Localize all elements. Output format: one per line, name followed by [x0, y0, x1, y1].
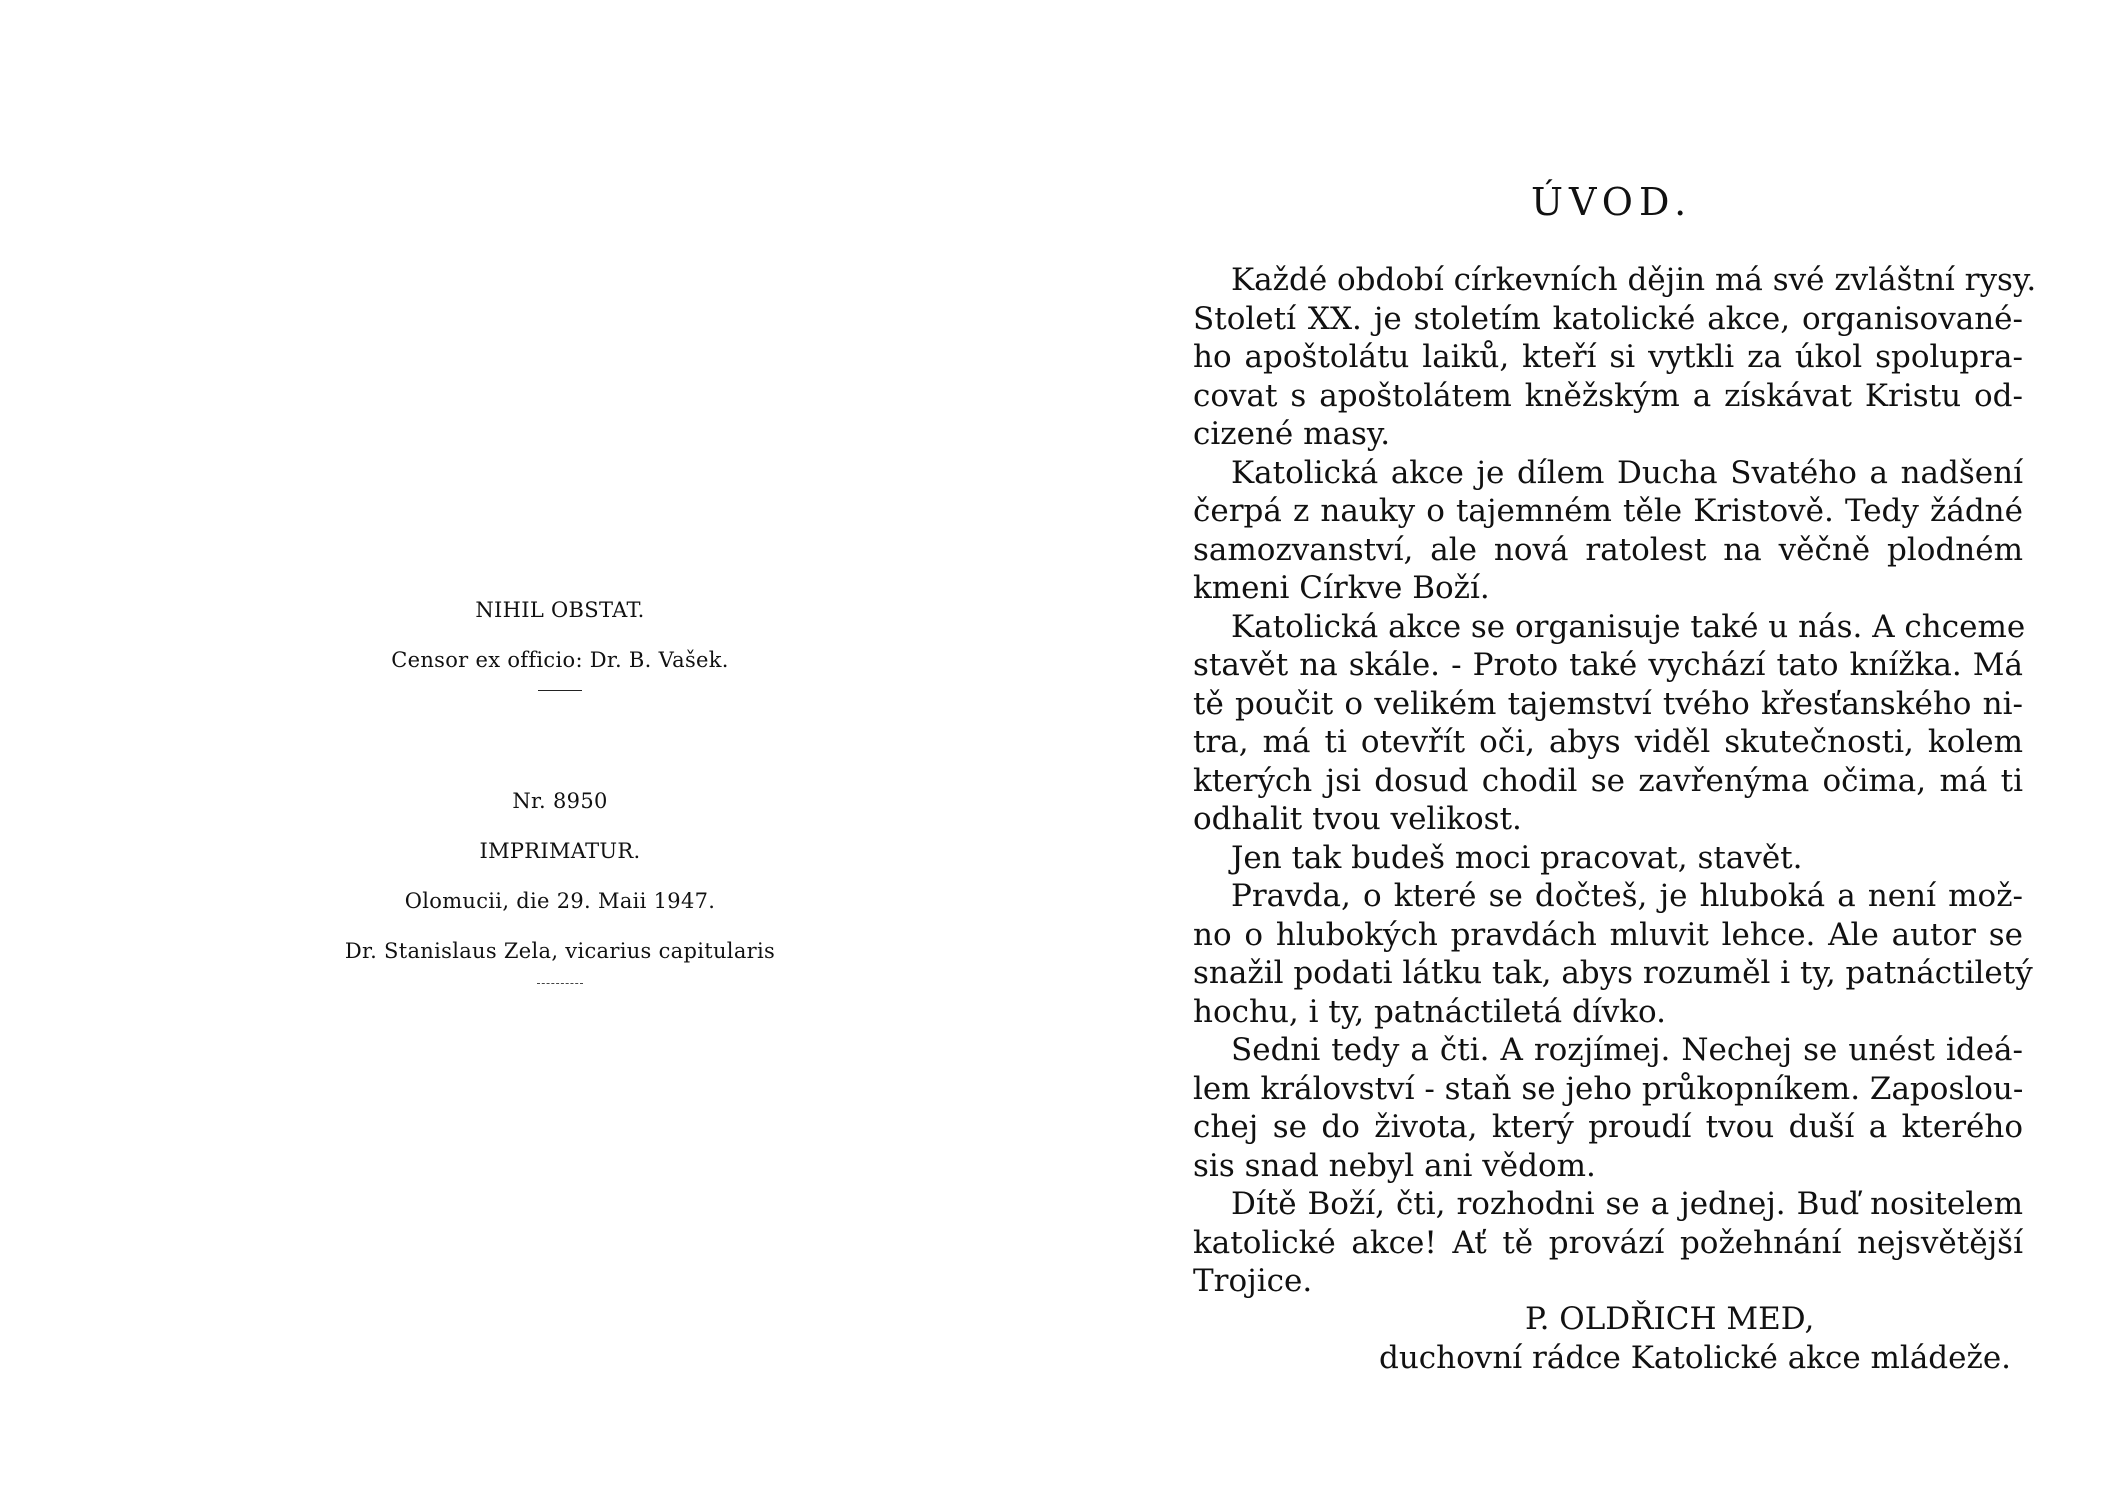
author-name: P. OLDŘICH MED,: [1525, 1301, 1815, 1337]
text-line: čerpá z nauky o tajemném těle Kristově. Tedy žádné: [1193, 493, 2023, 529]
nihil-obstat: NIHIL OBSTAT.: [475, 598, 645, 622]
text-line: kmeni Církve Boží.: [1193, 570, 1490, 606]
text-line: Pravda, o které se dočteš, je hluboká a není mož-: [1231, 878, 2023, 914]
text-line: sis snad nebyl ani vědom.: [1193, 1147, 1596, 1184]
author-role: duchovní rádce Katolické akce mládeže.: [1379, 1340, 2012, 1376]
ecclesiastical-approval: [300, 598, 820, 984]
page-title: ÚVOD.: [1531, 180, 1693, 224]
text-line: ho apoštolátu laiků, kteří si vytkli za úkol spolupra-: [1193, 339, 2023, 375]
text-line: katolické akce! Ať tě provází požehnání nejsvětější: [1193, 1224, 2023, 1261]
text-line: Století XX. je stoletím katolické akce, organisované-: [1193, 300, 2023, 337]
text-line: stavět na skále. - Proto také vychází tato knížka. Má: [1193, 647, 2023, 683]
imprimatur: IMPRIMATUR.: [479, 839, 641, 863]
text-line: Trojice.: [1193, 1263, 1313, 1299]
text-line: tra, má ti otevřít oči, abys viděl skutečnosti, kolem: [1193, 724, 2023, 760]
text-line: covat s apoštolátem kněžským a získávat Kristu od-: [1193, 377, 2023, 414]
signatory: Dr. Stanislaus Zela, vicarius capitularis: [344, 939, 776, 963]
text-line: Jen tak budeš moci pracovat, stavět.: [1231, 839, 1803, 876]
censor-line: Censor ex officio: Dr. B. Vašek.: [391, 648, 729, 672]
text-line: Sedni tedy a čti. A rozjímej. Nechej se unést ideá-: [1231, 1032, 2023, 1068]
right-page: [1061, 0, 2122, 1500]
text-line: samozvanství, ale nová ratolest na věčně plodném: [1193, 531, 2023, 568]
text-line: Katolická akce se organisuje také u nás. A chceme: [1231, 608, 2026, 645]
text-line: no o hlubokých pravdách mluvit lehce. Ale autor se: [1193, 916, 2023, 953]
text-line: Dítě Boží, čti, rozhodni se a jednej. Buď nositelem: [1231, 1186, 2023, 1222]
text-line: kterých jsi dosud chodil se zavřenýma očima, má ti: [1193, 762, 2023, 799]
introduction-text: [1193, 261, 2037, 1301]
text-line: hochu, i ty, patnáctiletá dívko.: [1193, 993, 1667, 1030]
separator-dash: [537, 983, 583, 984]
text-line: lem království - staň se jeho průkopníkem. Zaposlou-: [1193, 1070, 2024, 1107]
text-line: odhalit tvou velikost.: [1193, 801, 1522, 837]
text-line: Každé období církevních dějin má své zvláštní rysy.: [1231, 262, 2037, 298]
text-line: chej se do života, který proudí tvou duší a kterého: [1193, 1109, 2023, 1145]
text-line: cizené masy.: [1193, 416, 1391, 452]
text-line: tě poučit o velikém tajemství tvého křesťanského ni-: [1193, 685, 2023, 722]
text-line: snažil podati látku tak, abys rozuměl i ty, patnáctiletý: [1193, 955, 2033, 991]
place-date: Olomucii, die 29. Maii 1947.: [404, 889, 716, 913]
approval-number: Nr. 8950: [512, 789, 608, 813]
text-line: Katolická akce je dílem Ducha Svatého a nadšení: [1231, 454, 2023, 491]
separator-rule: [538, 690, 582, 691]
